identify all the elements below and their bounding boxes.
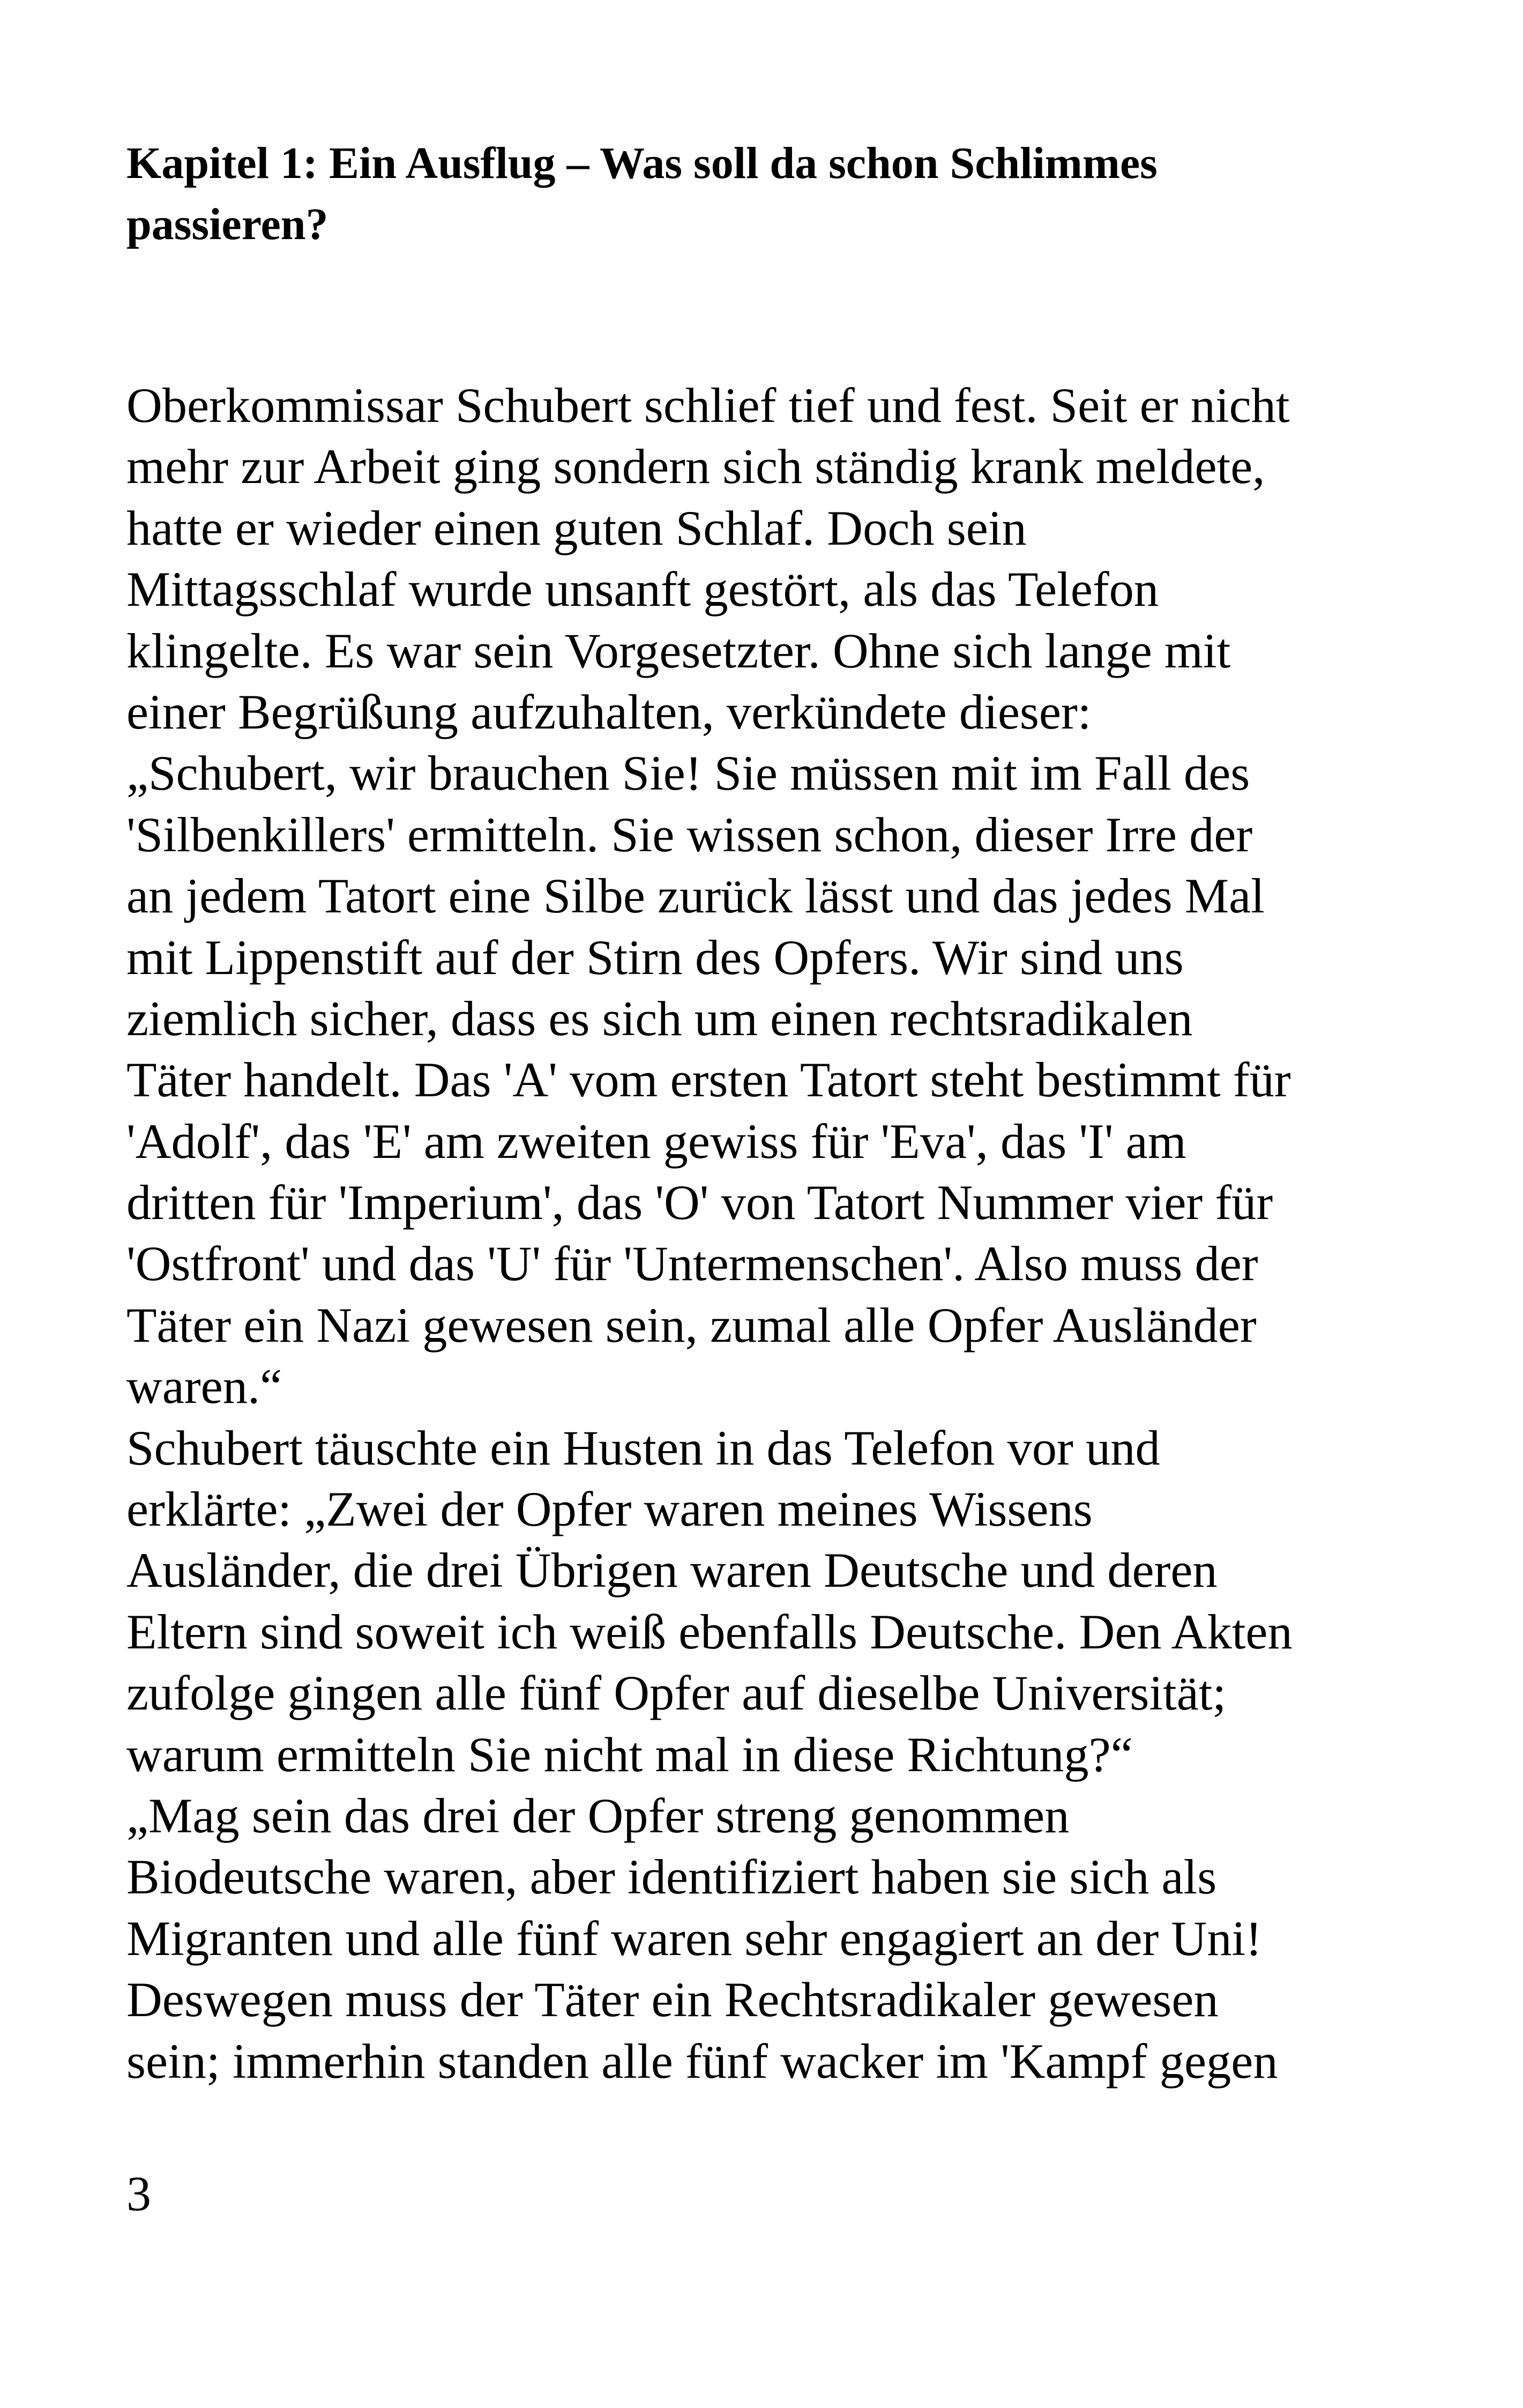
text-line: zufolge gingen alle fünf Opfer auf dieselbe Universität; xyxy=(126,1666,1227,1721)
text-line: Mittagsschlaf wurde unsanft gestört, als das Telefon xyxy=(126,562,1159,618)
text-line: einer Begrüßung aufzuhalten, verkündete dieser: xyxy=(126,685,1092,740)
chapter-title-line: Kapitel 1: Ein Ausflug – Was soll da schon Schlimmes xyxy=(126,138,1158,188)
text-line: Deswegen muss der Täter ein Rechtsradikaler gewesen xyxy=(126,1973,1219,2028)
text-line: „Schubert, wir brauchen Sie! Sie müssen mit im Fall des xyxy=(126,746,1250,801)
text-line: 'Adolf', das 'E' am zweiten gewiss für 'Eva', das 'I' am xyxy=(126,1114,1186,1169)
text-line: 'Ostfront' und das 'U' für 'Untermenschen'. Also muss der xyxy=(126,1237,1258,1292)
text-line: Biodeutsche waren, aber identifiziert haben sie sich als xyxy=(126,1850,1217,1905)
text-line: mehr zur Arbeit ging sondern sich ständig krank meldete, xyxy=(126,440,1265,495)
text-line: Ausländer, die drei Übrigen waren Deutsche und deren xyxy=(126,1543,1218,1599)
text-line: hatte er wieder einen guten Schlaf. Doch sein xyxy=(126,501,1027,556)
text-line: mit Lippenstift auf der Stirn des Opfers. Wir sind uns xyxy=(126,930,1184,985)
text-line: sein; immerhin standen alle fünf wacker im 'Kampf gegen xyxy=(126,2034,1278,2089)
text-line: an jedem Tatort eine Silbe zurück lässt und das jedes Mal xyxy=(126,869,1265,924)
text-line: 'Silbenkillers' ermitteln. Sie wissen schon, dieser Irre der xyxy=(126,807,1253,863)
text-line: Täter ein Nazi gewesen sein, zumal alle Opfer Ausländer xyxy=(126,1298,1257,1353)
text-line: klingelte. Es war sein Vorgesetzter. Ohne sich lange mit xyxy=(126,623,1231,679)
text-line: „Mag sein das drei der Opfer streng genommen xyxy=(126,1788,1070,1844)
text-line: Eltern sind soweit ich weiß ebenfalls Deutsche. Den Akten xyxy=(126,1604,1293,1660)
chapter-title xyxy=(126,133,1434,255)
text-line: erklärte: „Zwei der Opfer waren meines Wissens xyxy=(126,1482,1093,1537)
text-line: waren.“ xyxy=(126,1359,282,1415)
text-line: dritten für 'Imperium', das 'O' von Tatort Nummer vier für xyxy=(126,1176,1273,1231)
text-line: ziemlich sicher, dass es sich um einen rechtsradikalen xyxy=(126,991,1193,1046)
text-line: Täter handelt. Das 'A' vom ersten Tatort steht bestimmt für xyxy=(126,1053,1291,1108)
text-line: Migranten und alle fünf waren sehr engagiert an der Uni! xyxy=(126,1911,1262,1966)
body-text xyxy=(126,375,1466,2092)
text-line: Schubert täuschte ein Husten in das Telefon vor und xyxy=(126,1421,1160,1476)
text-line: Oberkommissar Schubert schlief tief und fest. Seit er nicht xyxy=(126,378,1290,433)
chapter-title-line: passieren? xyxy=(126,199,329,249)
page-number: 3 xyxy=(126,2166,151,2221)
text-line: warum ermitteln Sie nicht mal in diese Richtung?“ xyxy=(126,1727,1133,1782)
